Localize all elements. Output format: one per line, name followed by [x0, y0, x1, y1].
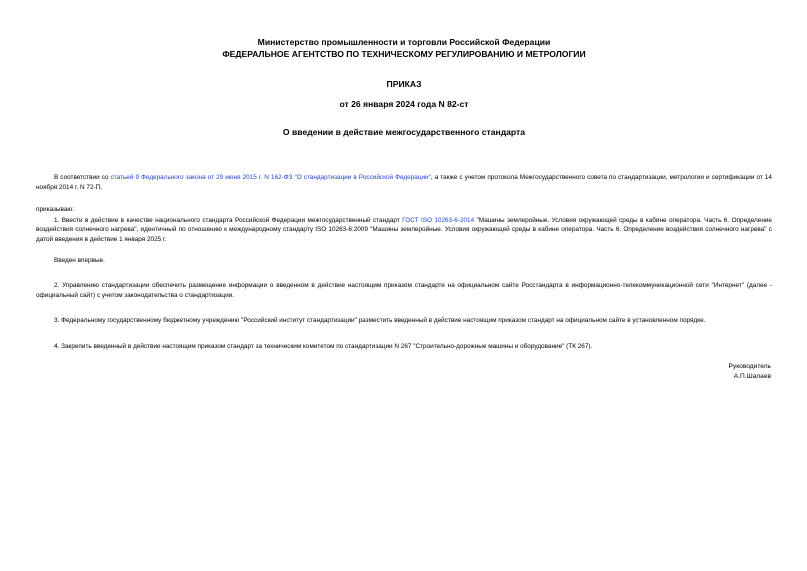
- intro-paragraph: [36, 173, 772, 192]
- item-4-paragraph: 4. Закрепить введенный в действие настоящим приказом стандарт за техническим комитетом по стандартизации N 267 "Строительно-дорожные машины и оборудование" (ТК 267).: [54, 342, 593, 350]
- order-heading: ПРИКАЗ: [386, 79, 422, 89]
- item-1-paragraph: [36, 216, 772, 245]
- intro-text-before: В соответствии со: [54, 174, 111, 181]
- item-2-paragraph: 2. Управлению стандартизации обеспечить размещение информации о введенном в действие настоящим приказом стандарте на официальном сайте Росстандарта в информационно-телекоммуникационной сети "Интернет" (далее - официальный сайт) с учетом законодательства о стандартизации.: [36, 282, 772, 299]
- document-page: [36, 30, 772, 352]
- federal-law-link[interactable]: статьей 9 Федерального закона от 29 июня 2015 г. N 162-ФЗ "О стандартизации в Российской Федерации": [110, 174, 431, 181]
- ministry-name: Министерство промышленности и торговли Российской Федерации: [257, 37, 551, 47]
- intro-text-after: , а также с учетом протокола Межгосударственного совета по стандартизации, метрологии и сертификации от 14 ноября 2014 г. N 72-П,: [36, 174, 772, 191]
- item-3-paragraph: 3. Федеральному государственному бюджетному учреждению "Российский институт стандартизации" разместить введенный в действие настоящим приказом стандарт на официальном сайте в установленном порядке.: [54, 317, 706, 325]
- gost-standard-link[interactable]: ГОСТ ISO 10263-6-2014: [402, 216, 475, 224]
- item-1-text-before: 1. Ввести в действие в качестве национального стандарта Российской Федерации межгосударственный стандарт: [54, 216, 403, 224]
- signatory-name: А.П.Шалаев: [733, 373, 771, 380]
- order-date: от 26 января 2024 года N 82-ст: [339, 99, 469, 109]
- order-title: О введении в действие межгосударственного стандарта: [282, 127, 526, 137]
- signature-block: [729, 362, 771, 382]
- agency-name: ФЕДЕРАЛЬНОЕ АГЕНТСТВО ПО ТЕХНИЧЕСКОМУ РЕГУЛИРОВАНИЮ И МЕТРОЛОГИИ: [222, 49, 586, 59]
- introduced-note: Введен впервые.: [54, 256, 105, 264]
- item-1-text-after: "Машины землеройные. Условия окружающей среды в кабине оператора. Часть 6. Определение воздействия солнечного нагрева", идентичный по отношению к международному стандарту ISO 10263-6:2009 "Машины землеройные. Условия окружающей среды в кабине оператора. Часть 6. Определение воздействия солнечного нагрева" с датой введения в действие 1 января 2025 г.: [36, 216, 772, 243]
- signatory-position: Руководитель: [728, 363, 771, 370]
- decree-line: приказываю:: [36, 206, 74, 214]
